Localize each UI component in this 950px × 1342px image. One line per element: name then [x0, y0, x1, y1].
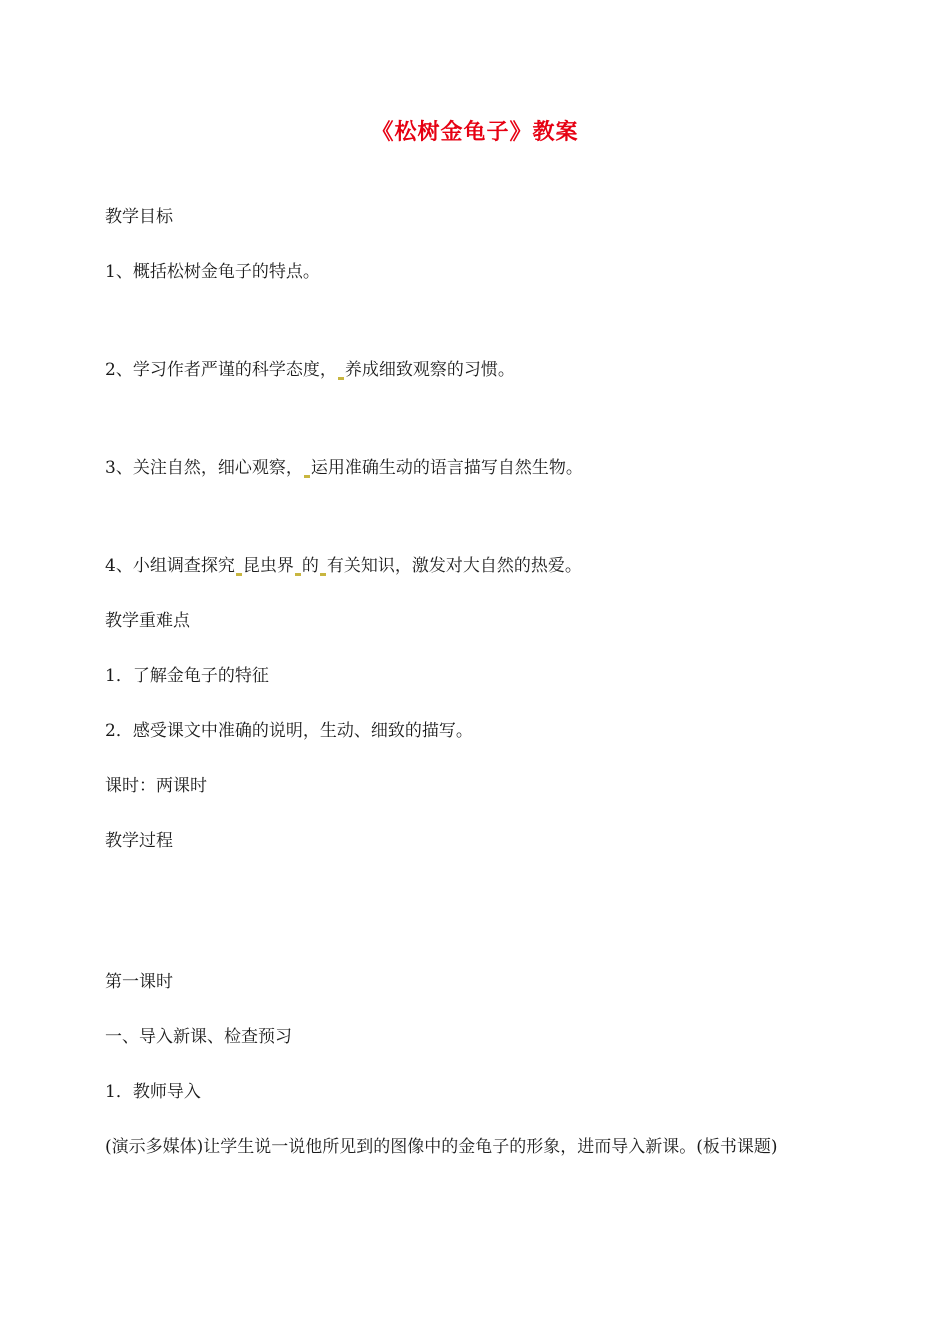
key-point-1: 1．了解金龟子的特征	[105, 666, 269, 686]
heading-objectives: 教学目标	[105, 207, 173, 227]
step-1-heading: 1．教师导入	[105, 1082, 201, 1102]
objective-3	[105, 457, 583, 479]
document-title: 《松树金龟子》教案	[371, 120, 579, 145]
key-point-2: 2．感受课文中准确的说明，生动、细致的描写。	[105, 721, 473, 741]
objective-4-part-a: 4、小组调查探究	[105, 556, 235, 576]
highlight-mark	[236, 573, 242, 576]
highlight-mark	[295, 573, 301, 576]
lesson-1-heading: 第一课时	[105, 972, 173, 992]
objective-4-part-b: 昆虫界	[242, 556, 294, 576]
step-1-paragraph: (演示多媒体)让学生说一说他所见到的图像中的金龟子的形象，进而导入新课。(板书课题)	[105, 1137, 778, 1157]
class-hours: 课时：两课时	[105, 776, 207, 796]
highlight-mark	[338, 377, 344, 380]
objective-2-part-a: 2、学习作者严谨的科学态度，	[105, 360, 337, 380]
objective-4	[105, 555, 582, 577]
objective-4-part-c: 的	[301, 556, 319, 576]
highlight-mark	[320, 573, 326, 576]
objective-3-part-b: 运用准确生动的语言描写自然生物。	[310, 458, 583, 478]
objective-2	[105, 359, 515, 381]
highlight-mark	[304, 475, 310, 478]
objective-2-part-b: 养成细致观察的习惯。	[344, 360, 515, 380]
objective-3-part-a: 3、关注自然，细心观察，	[105, 458, 303, 478]
heading-key-points: 教学重难点	[105, 611, 190, 631]
objective-4-part-d: 有关知识，激发对大自然的热爱。	[326, 556, 582, 576]
section-1-heading: 一、导入新课、检查预习	[105, 1027, 292, 1047]
objective-1: 1、概括松树金龟子的特点。	[105, 262, 320, 282]
heading-process: 教学过程	[105, 831, 173, 851]
